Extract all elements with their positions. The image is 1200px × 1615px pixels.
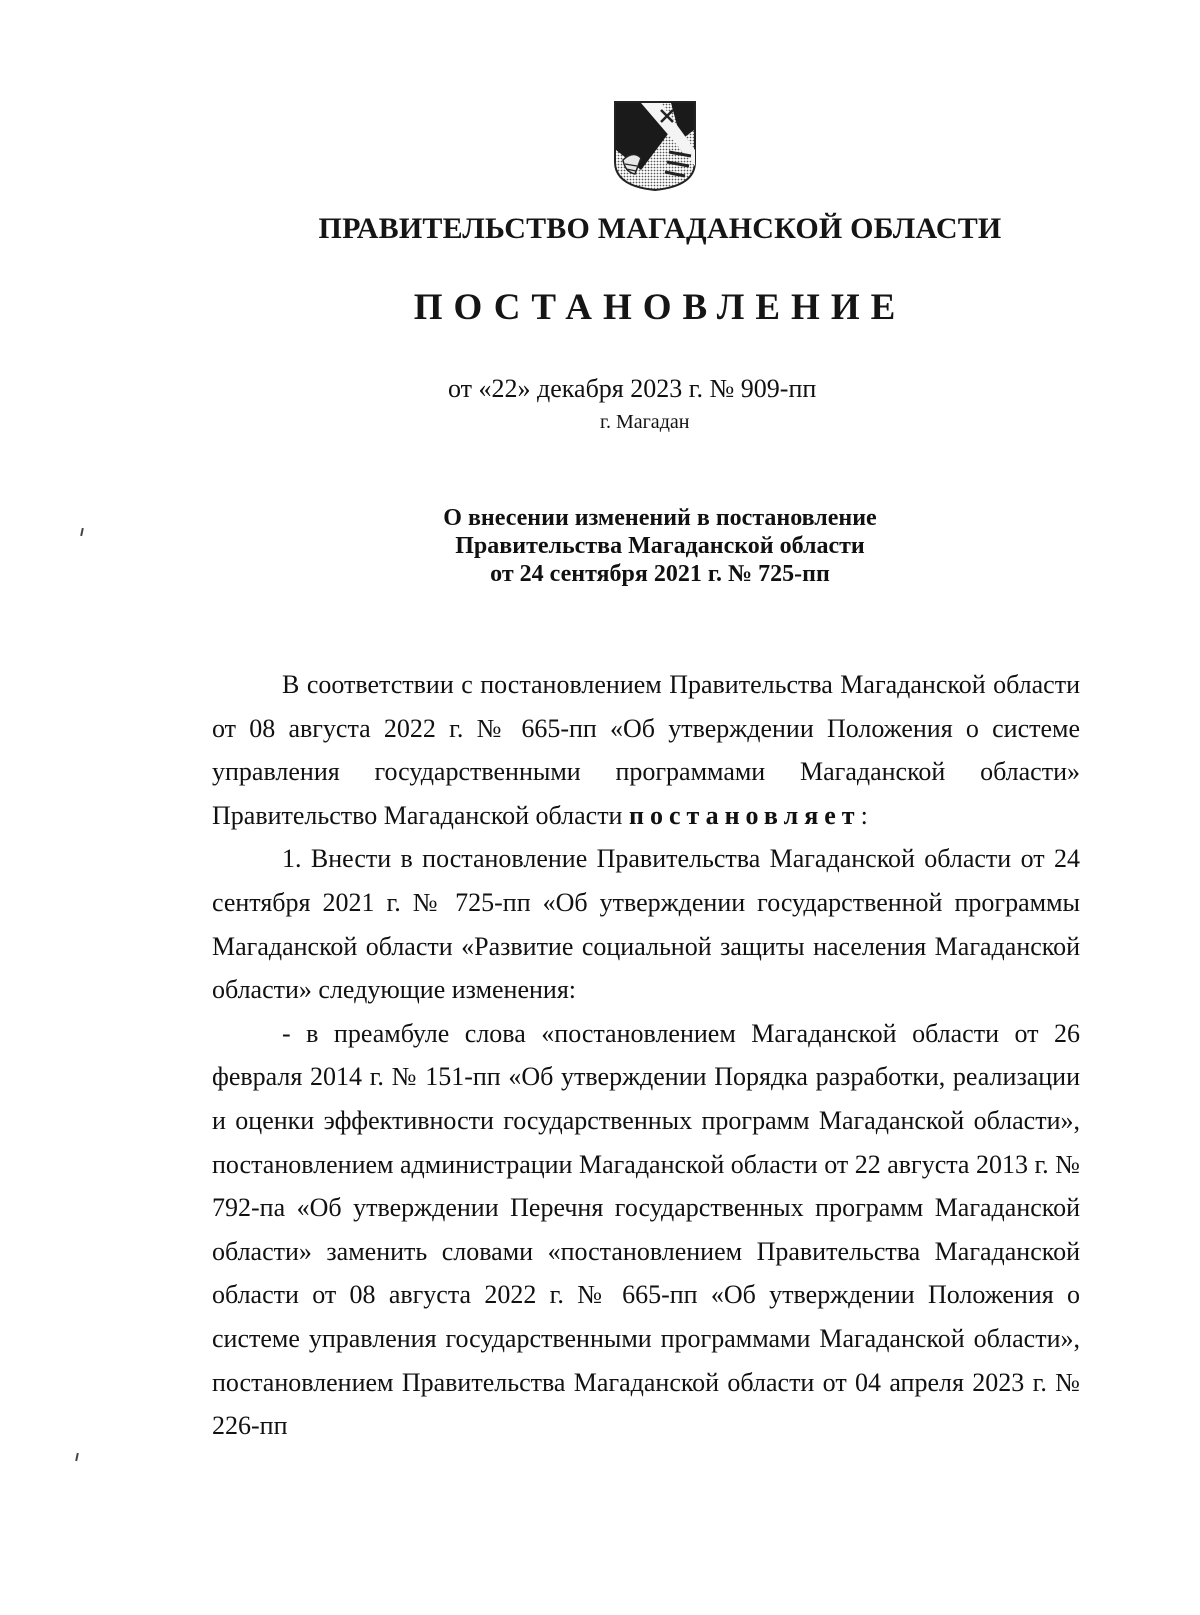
title-line-3: от 24 сентября 2021 г. № 725-пп	[490, 561, 830, 587]
organization-name: ПРАВИТЕЛЬСТВО МАГАДАНСКОЙ ОБЛАСТИ	[318, 212, 1002, 245]
document-city: г. Магадан	[600, 411, 690, 433]
paragraph-preamble	[212, 663, 1080, 837]
paragraph-preamble-end: :	[860, 800, 868, 830]
document-type: ПОСТАНОВЛЕНИЕ	[413, 287, 907, 328]
document-title	[0, 504, 1200, 588]
title-line-1: О внесении изменений в постановление	[443, 505, 877, 531]
document-body	[212, 663, 1080, 1448]
paragraph-item-1-dash: - в преамбуле слова «постановлением Магаданской области от 26 февраля 2014 г. № 151-пп «Об утверждении Порядка разработки, реализации и оценки эффективности государственных программ Магаданской области», постановлением администрации Магаданской области от 22 августа 2013 г. № 792-па «Об утверждении Перечня государственных программ Магаданской области» заменить словами «постановлением Правительства Магаданской области от 08 августа 2022 г. № 665-пп «Об утверждении Положения о системе управления государственными программами Магаданской области», постановлением Правительства Магаданской области от 04 апреля 2023 г. № 226-пп	[212, 1018, 1080, 1441]
paragraph-preamble-text: В соответствии с постановлением Правительства Магаданской области от 08 августа 2022 г. № 665-пп «Об утверждении Положения о системе управления государственными программами Магаданской области» Правительство Магаданской области	[212, 670, 1080, 830]
scan-speck	[75, 1453, 79, 1461]
title-line-2: Правительства Магаданской области	[455, 533, 865, 559]
paragraph-item-1: 1. Внести в постановление Правительства Магаданской области от 24 сентября 2021 г. № 725-пп «Об утверждении государственной программы Магаданской области «Развитие социальной защиты населения Магаданской области» следующие изменения:	[212, 844, 1080, 1005]
resolution-keyword: постановляет	[628, 800, 861, 830]
coat-of-arms-icon	[611, 100, 699, 192]
document-date-number: от «22» декабря 2023 г. № 909-пп	[448, 374, 817, 403]
